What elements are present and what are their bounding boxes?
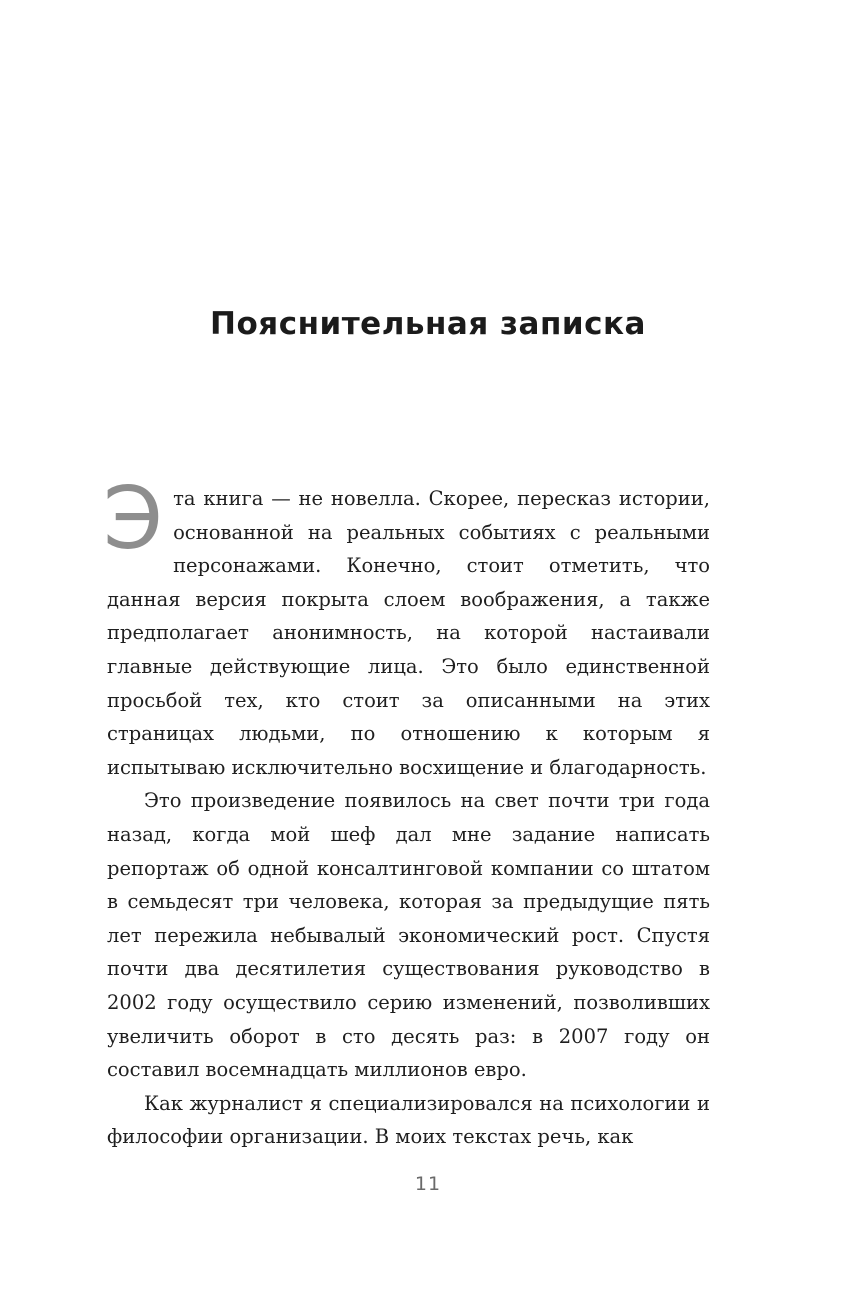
page-number: 11 <box>414 1173 442 1195</box>
body-text <box>103 469 710 1154</box>
paragraph-1 <box>103 469 710 784</box>
paragraph-1-text: та книга — не новелла. Скорее, пересказ истории, основанной на реальных событиях с реальными персонажами. Конечно, стоит отметить, что данная версия покрыта слоем воображения, а также предполагает анонимность, на которой настаивали главные действующие лица. Это было единственной просьбой тех, кто стоит за описанными на этих страницах людьми, по отношению к которым я испытываю исключительно восхищение и благодарность. <box>107 487 710 779</box>
paragraph-2: Это произведение появилось на свет почти три года назад, когда мой шеф дал мне задание написать репортаж об одной консалтинговой компании со штатом в семьдесят три человека, которая за предыдущие пять лет пережила небывалый экономический рост. Спустя почти два десятилетия существования руководство в 2002 году осуществило серию изменений, позволивших увеличить оборот в сто десять раз: в 2007 году он составил восемнадцать миллионов евро. <box>107 789 710 1082</box>
chapter-title: Пояснительная записка <box>210 306 646 342</box>
drop-cap: Э <box>103 469 164 569</box>
paragraph-3: Как журналист я специализировался на психологии и философии организации. В моих текстах речь, как <box>107 1091 710 1149</box>
